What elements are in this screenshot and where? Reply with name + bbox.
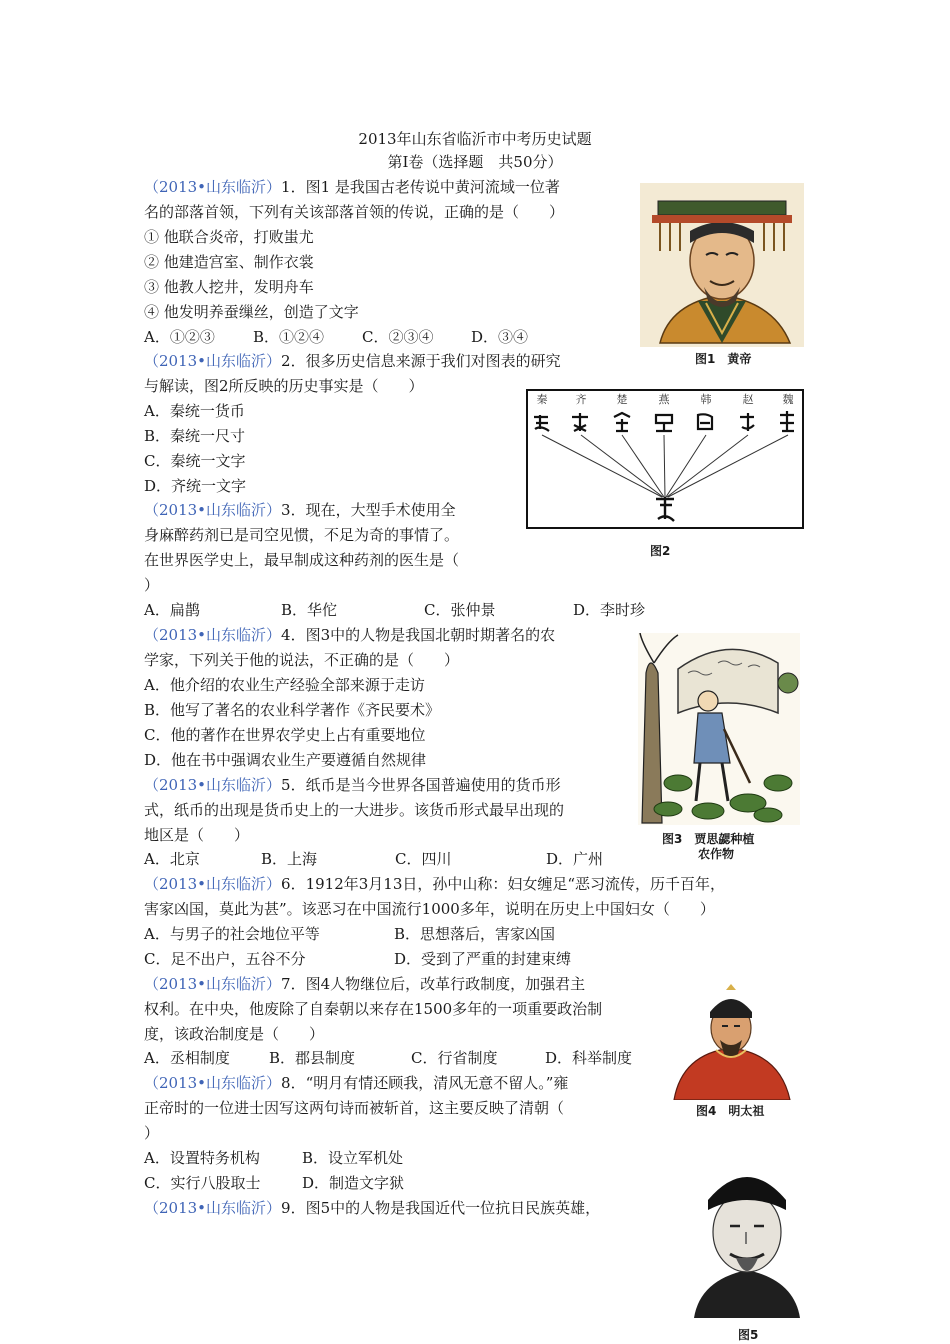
question-8-line-1: （2013•山东临沂）8．“明月有情还顾我，清风无意不留人。”雍 [144,1074,569,1092]
state-label-han: 韩 [700,393,712,406]
option-c[interactable]: C．②③④ [362,328,434,346]
question-2-line-2: 与解读，图2所反映的历史事实是（ ） [144,377,424,395]
option-b[interactable]: B．①②④ [253,328,325,346]
state-label-zhao: 赵 [742,393,754,406]
figure-5-portrait-image [690,1160,804,1318]
option-a[interactable]: A．与男子的社会地位平等 [144,925,320,943]
option-d[interactable]: D．科举制度 [545,1049,633,1067]
figure-5-caption: 图5 [738,1328,759,1342]
option-b[interactable]: B．郡县制度 [269,1049,356,1067]
section-subtitle: 第Ⅰ卷（选择题 共50分） [387,153,563,171]
state-label-qin: 秦 [536,393,548,406]
question-5-line-3: 地区是（ ） [144,826,250,844]
question-2-option-d[interactable]: D．齐统一文字 [144,477,247,495]
source-tag: （2013•山东临沂） [144,975,282,993]
question-1-item-2: ② 他建造宫室、制作衣裳 [144,253,314,271]
question-1-item-4: ④ 他发明养蚕缫丝，创造了文字 [144,303,359,321]
state-label-yan: 燕 [658,393,670,406]
question-6-options-row-1 [144,924,555,944]
option-b[interactable]: B．上海 [261,850,318,868]
question-4-option-d[interactable]: D．他在书中强调农业生产要遵循自然规律 [144,751,427,769]
state-label-wei: 魏 [782,393,794,406]
question-7-line-2: 权利。在中央，他废除了自秦朝以来存在1500多年的一项重要政治制 [144,1000,603,1018]
option-d[interactable]: D．③④ [471,328,529,346]
figure-4-caption: 图4 明太祖 [696,1104,765,1118]
figure-2-caption: 图2 [650,544,671,558]
option-a[interactable]: A．扁鹊 [144,601,200,619]
question-1-options [144,327,528,347]
option-d[interactable]: D．李时珍 [573,601,646,619]
question-2-option-a[interactable]: A．秦统一货币 [144,402,245,420]
option-a[interactable]: A．北京 [144,850,200,868]
question-7-line-1: （2013•山东临沂）7．图4人物继位后，改革行政制度，加强君主 [144,975,586,993]
question-4-line-1: （2013•山东临沂）4．图3中的人物是我国北朝时期著名的农 [144,626,556,644]
option-a[interactable]: A．设置特务机构 [144,1149,260,1167]
option-d[interactable]: D．制造文字狱 [302,1174,405,1192]
question-4-option-c[interactable]: C．他的著作在世界农学史上占有重要地位 [144,726,426,744]
question-4-option-a[interactable]: A．他介绍的农业生产经验全部来源于走访 [144,676,425,694]
question-6-line-1: （2013•山东临沂）6．1912年3月13日，孙中山称：妇女缠足“恶习流传，历千百年， [144,875,726,893]
question-6-line-2: 害家凶国，莫此为甚”。该恶习在中国流行1000多年，说明在历史上中国妇女（ ） [144,900,715,918]
source-tag: （2013•山东临沂） [144,626,282,644]
question-9-line-1: （2013•山东临沂）9．图5中的人物是我国近代一位抗日民族英雄， [144,1199,601,1217]
question-8-options-row-2 [144,1173,404,1193]
option-a[interactable]: A．丞相制度 [144,1049,230,1067]
option-a[interactable]: A．①②③ [144,328,215,346]
question-8-line-2: 正帝时的一位进士因写这两句诗而被斩首，这主要反映了清朝（ [144,1099,565,1117]
option-c[interactable]: C．实行八股取士 [144,1174,261,1192]
source-tag: （2013•山东临沂） [144,776,282,794]
question-3-line-4: ） [144,576,160,594]
source-tag: （2013•山东临沂） [144,1199,282,1217]
source-tag: （2013•山东临沂） [144,875,282,893]
figure-4-ming-taizu-image [668,984,794,1100]
figure-3-jia-sixie-image [638,633,800,825]
source-tag: （2013•山东临沂） [144,178,282,196]
option-b[interactable]: B．思想落后，害家凶国 [394,925,556,943]
document-title: 2013年山东省临沂市中考历史试题 [358,130,592,148]
question-5-options [144,849,603,869]
source-tag: （2013•山东临沂） [144,352,282,370]
state-label-chu: 楚 [616,393,628,406]
figure-2-diagram [526,389,804,529]
option-c[interactable]: C．张仲景 [424,601,496,619]
figure-1-caption: 图1 黄帝 [695,352,752,366]
source-tag: （2013•山东临沂） [144,501,282,519]
question-4-option-b[interactable]: B．他写了著名的农业科学著作《齐民要术》 [144,701,441,719]
option-c[interactable]: C．足不出户，五谷不分 [144,950,306,968]
question-7-options [144,1048,632,1068]
question-1-item-1: ① 他联合炎帝，打败蚩尤 [144,228,314,246]
state-label-qi: 齐 [575,393,587,406]
question-5-line-2: 式，纸币的出现是货币史上的一大进步。该货币形式最早出现的 [144,801,565,819]
question-8-line-3: ） [144,1124,160,1142]
question-2-line-1: （2013•山东临沂）2．很多历史信息来源于我们对图表的研究 [144,352,561,370]
option-b[interactable]: B．设立军机处 [302,1149,404,1167]
question-3-line-2: 身麻醉药剂已是司空见惯，不足为奇的事情了。 [144,526,460,544]
question-7-line-3: 度，该政治制度是（ ） [144,1025,325,1043]
figure-1-huangdi-image [640,183,804,347]
question-6-options-row-2 [144,949,571,969]
question-3-options [144,600,645,620]
option-b[interactable]: B．华佗 [281,601,338,619]
question-8-options-row-1 [144,1148,403,1168]
question-4-line-2: 学家，下列关于他的说法，不正确的是（ ） [144,651,460,669]
figure-3-caption-line-1: 图3 贾思勰种植 [662,832,755,846]
question-5-line-1: （2013•山东临沂）5．纸币是当今世界各国普遍使用的货币形 [144,776,561,794]
source-tag: （2013•山东临沂） [144,1074,282,1092]
option-d[interactable]: D．广州 [546,850,604,868]
option-c[interactable]: C．四川 [395,850,452,868]
question-1-item-3: ③ 他教人挖井，发明舟车 [144,278,314,296]
question-2-option-c[interactable]: C．秦统一文字 [144,452,246,470]
question-1-line-2: 名的部落首领，下列有关该部落首领的传说，正确的是（ ） [144,203,565,221]
question-3-line-3: 在世界医学史上，最早制成这种药剂的医生是（ [144,551,460,569]
option-c[interactable]: C．行省制度 [411,1049,498,1067]
figure-3-caption-line-2: 农作物 [698,847,735,861]
question-3-line-1: （2013•山东临沂）3．现在，大型手术使用全 [144,501,456,519]
option-d[interactable]: D．受到了严重的封建束缚 [394,950,572,968]
question-1-line-1: （2013•山东临沂）1．图1 是我国古老传说中黄河流域一位著 [144,178,560,196]
question-2-option-b[interactable]: B．秦统一尺寸 [144,427,246,445]
